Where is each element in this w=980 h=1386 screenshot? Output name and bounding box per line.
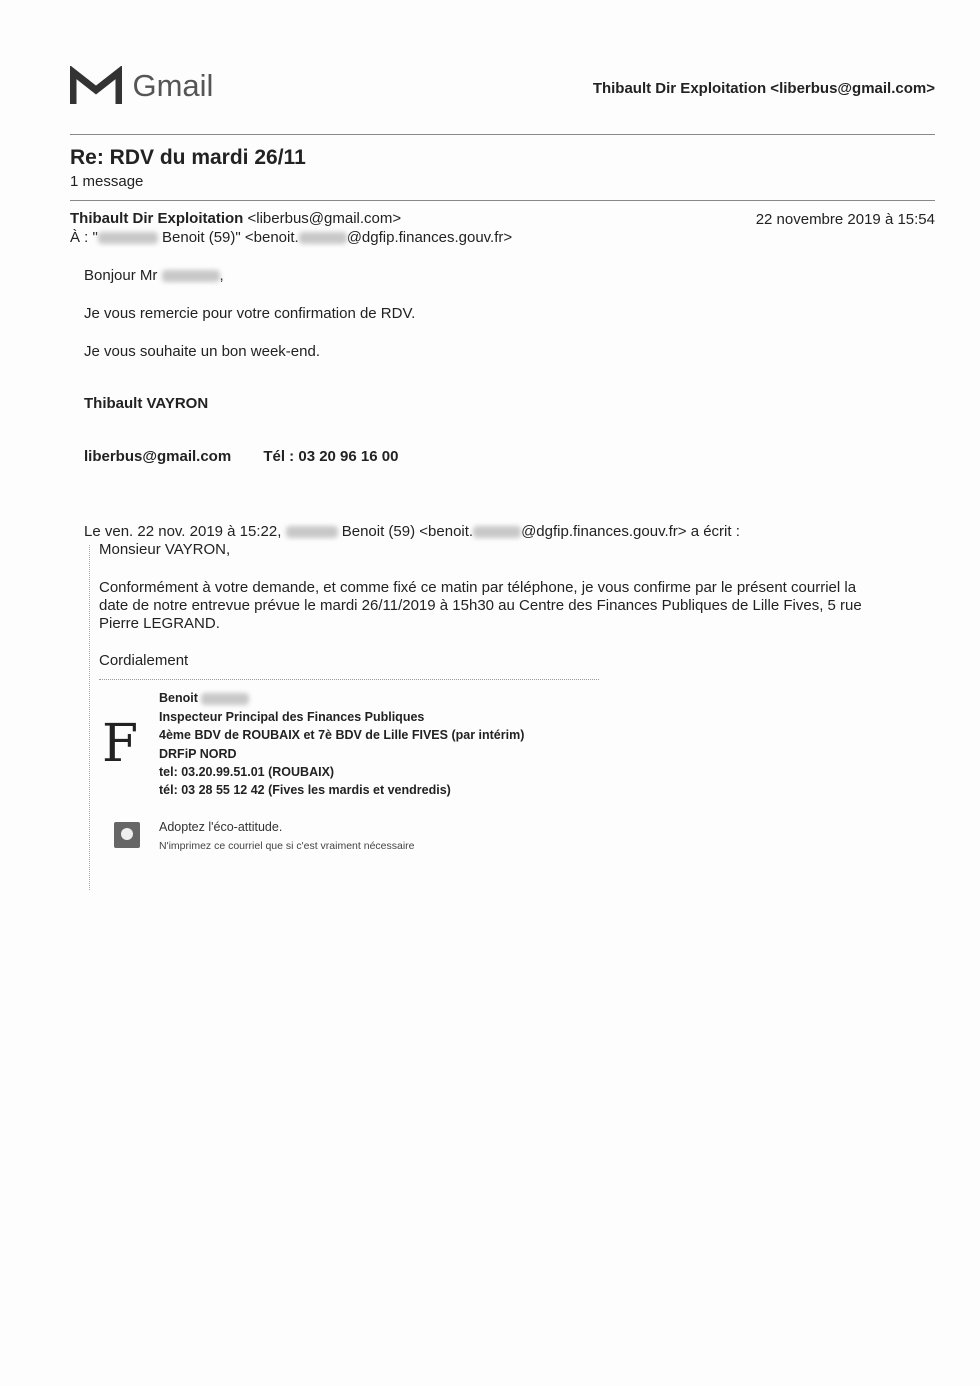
quote-end: @dgfip.finances.gouv.fr> a écrit : [521, 523, 740, 540]
message-to [70, 229, 512, 246]
eco-leaf-icon [114, 822, 140, 848]
quote-sig-line: DRFiP NORD [159, 747, 237, 761]
quote-line: date de notre entrevue prévue le mardi 26/11/2019 à 15h30 au Centre des Finances Publiques de Lille Fives, 5 rue [99, 597, 862, 614]
signature-divider [99, 679, 599, 680]
quote-sig-line: tél: 03 28 55 12 42 (Fives les mardis et vendredis) [159, 783, 451, 797]
eco-text: N'imprimez ce courriel que si c'est vraiment nécessaire [159, 840, 415, 852]
body-line: Je vous souhaite un bon week-end. [84, 343, 320, 360]
quote-sig-name [159, 691, 249, 705]
redacted [201, 693, 249, 705]
quote-sig-line: Inspecteur Principal des Finances Publiques [159, 710, 425, 724]
redacted [98, 232, 158, 244]
quote-bar [89, 545, 90, 890]
quote-intro [84, 523, 740, 540]
recipient-name: Benoit (59)" <benoit. [162, 229, 299, 246]
redacted [286, 526, 338, 538]
to-prefix: À : " [70, 229, 98, 246]
signature-tel: Tél : 03 20 96 16 00 [263, 448, 399, 465]
sender-email: <liberbus@gmail.com> [247, 210, 402, 227]
message-from [70, 210, 401, 227]
redacted [299, 232, 347, 244]
greeting [84, 267, 224, 284]
redacted [162, 270, 220, 282]
thread-subject: Re: RDV du mardi 26/11 [70, 146, 306, 169]
greeting-end: , [219, 267, 224, 284]
quote-date: Le ven. 22 nov. 2019 à 15:22, [84, 523, 282, 540]
recipient-domain: @dgfip.finances.gouv.fr> [346, 229, 513, 246]
eco-title: Adoptez l'éco-attitude. [159, 820, 283, 834]
signature-contact [84, 448, 398, 465]
divider [70, 200, 935, 201]
message-count: 1 message [70, 173, 144, 190]
quote-sig-line: tel: 03.20.99.51.01 (ROUBAIX) [159, 765, 335, 779]
quote-line: Conformément à votre demande, et comme fixé ce matin par téléphone, je vous confirme par le présent courriel la [99, 579, 857, 596]
account-label: Thibault Dir Exploitation <liberbus@gmail.com> [592, 80, 935, 97]
quote-sig-line: 4ème BDV de ROUBAIX et 7è BDV de Lille FIVES (par intérim) [159, 728, 525, 742]
quote-closing: Cordialement [99, 652, 189, 669]
quote-line: Pierre LEGRAND. [99, 615, 220, 632]
signature-email: liberbus@gmail.com [84, 448, 232, 465]
dgfip-logo: F [102, 714, 139, 774]
gmail-logo [70, 66, 213, 106]
message-date: 22 novembre 2019 à 15:54 [755, 211, 935, 228]
quote-sender: Benoit (59) <benoit. [341, 523, 474, 540]
gmail-logo-text: Gmail [132, 68, 214, 103]
sender-name: Thibault Dir Exploitation [70, 210, 244, 227]
signature-name: Thibault VAYRON [84, 395, 209, 412]
divider [70, 134, 935, 135]
body-line: Je vous remercie pour votre confirmation de RDV. [84, 305, 416, 322]
gmail-m-icon [70, 66, 122, 106]
redacted [473, 526, 521, 538]
sig-first-name: Benoit [159, 691, 198, 705]
greeting-text: Bonjour Mr [84, 267, 158, 284]
quote-salutation: Monsieur VAYRON, [99, 541, 231, 558]
